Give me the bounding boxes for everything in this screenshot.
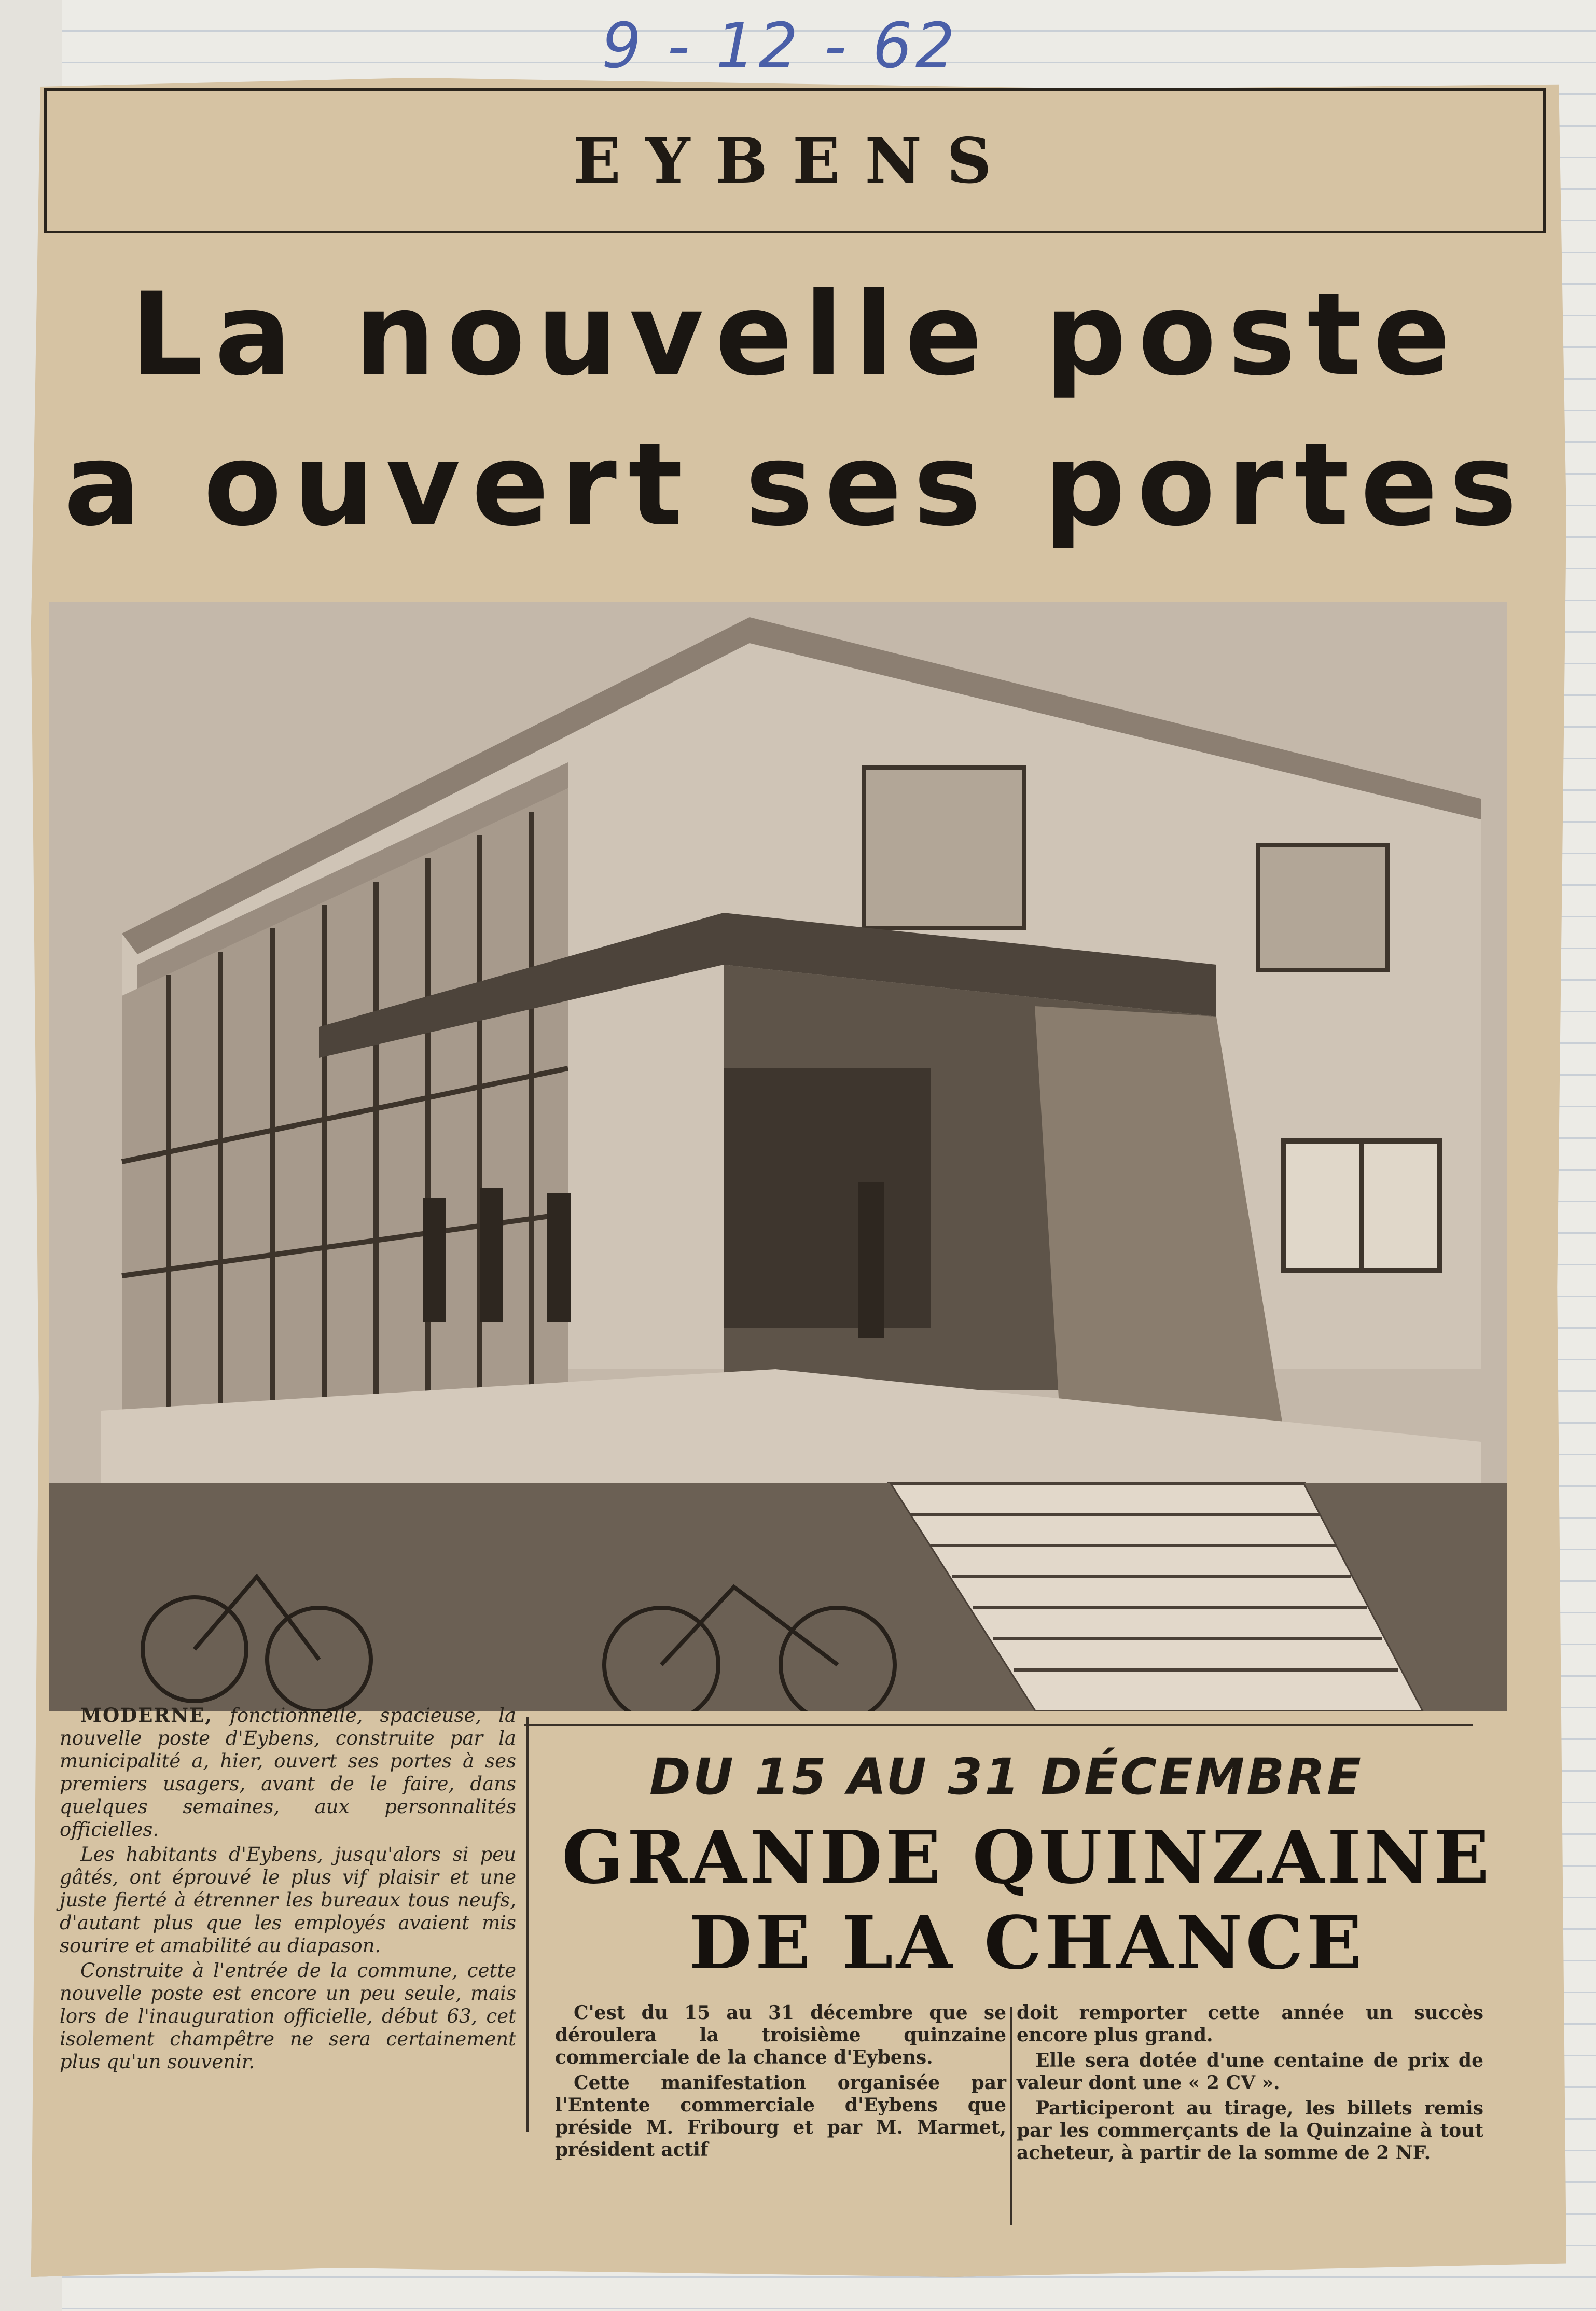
caption-lead-word: MODERNE, [80,1704,213,1727]
article-title [550,1815,1504,1992]
article-paragraph: doit remporter cette année un succès encore plus grand. [1017,2002,1483,2046]
handwritten-date: 9 - 12 - 62 [602,10,958,82]
column-divider [526,1717,529,2132]
article-paragraph: Cette manifestation organisée par l'Entente commerciale d'Eybens que préside M. Fribourg et par M. Marmet, président actif [555,2072,1006,2161]
photo-caption [60,1704,516,2145]
article-date-line: DU 15 AU 31 DÉCEMBRE [649,1748,1363,1806]
rubric-box [44,88,1546,233]
rubric-title: EYBENS [573,124,1017,198]
caption-paragraph [60,1704,516,1841]
headline-line-1: La nouvelle poste [130,268,1462,401]
post-office-photo [49,602,1507,1711]
building-illustration [49,602,1507,1711]
headline [10,259,1582,560]
article-title-line-2: DE LA CHANCE [689,1901,1365,1986]
article-column-left [555,2002,1006,2235]
article-paragraph: C'est du 15 au 31 décembre que se déroulera la troisième quinzaine commerciale de la chance d'Eybens. [555,2002,1006,2068]
article-top-rule [524,1724,1473,1726]
headline-line-2: a ouvert ses portes [64,419,1529,551]
caption-paragraph: Construite à l'entrée de la commune, cette nouvelle poste est encore un peu seule, mais lors de l'inauguration officielle, début 63, cet isolement champêtre ne sera certainement plus qu'un souvenir. [60,1959,516,2073]
caption-paragraph: Les habitants d'Eybens, jusqu'alors si peu gâtés, ont éprouvé le plus vif plaisir et une juste fierté à étrenner les bureaux tous neufs, d'autant plus que les employés avaient mis sourire et amabilité au diapason. [60,1843,516,1957]
caption-text: fonctionnelle, spacieuse, la nouvelle poste d'Eybens, construite par la municipalité a, hier, ouvert ses portes à ses premiers usagers, avant de le faire, dans quelques semaines, aux personnalités officielles. [60,1704,516,1841]
article-paragraph: Participeront au tirage, les billets remis par les commerçants de la Quinzaine à tout acheteur, à partir de la somme de 2 NF. [1017,2097,1483,2164]
article-column-right [1017,2002,1483,2235]
article-paragraph: Elle sera dotée d'une centaine de prix de valeur dont une « 2 CV ». [1017,2050,1483,2094]
article-column-divider [1010,2007,1012,2225]
article-title-line-1: GRANDE QUINZAINE [562,1815,1492,1900]
